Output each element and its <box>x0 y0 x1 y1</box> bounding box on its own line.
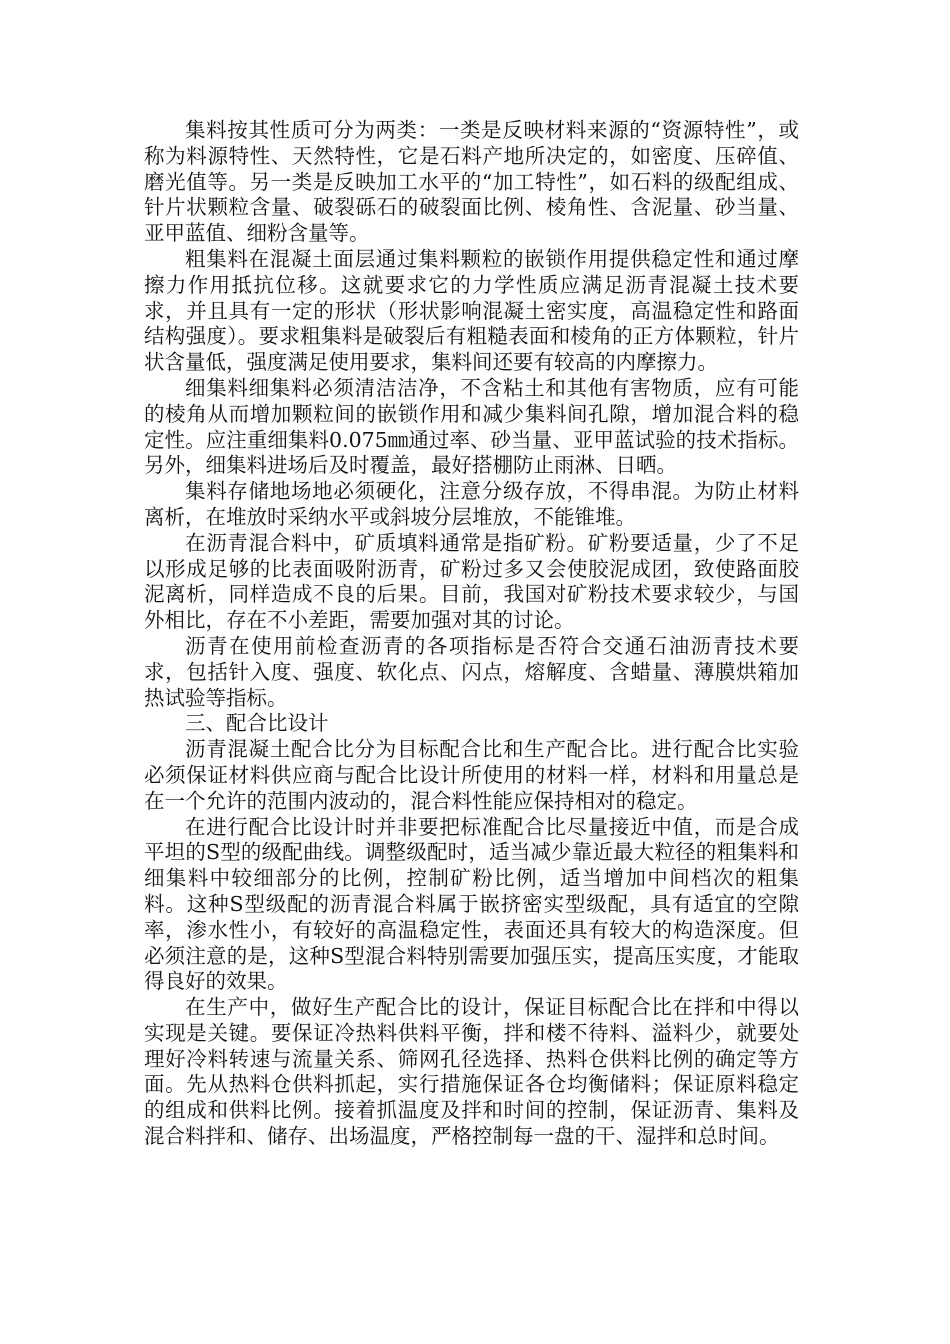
paragraph-mineral-filler: 在沥青混合料中，矿质填料通常是指矿粉。矿粉要适量，少了不足以形成足够的比表面吸附沥青，矿粉过多又会使胶泥成团，致使路面胶泥离析，同样造成不良的后果。目前，我国对矿粉技术要求较少，与国外相比，存在不小差距，需要加强对其的讨论。 <box>144 530 799 633</box>
paragraph-production-mix: 在生产中，做好生产配合比的设计，保证目标配合比在拌和中得以实现是关键。要保证冷热料供料平衡，拌和楼不待料、溢料少，就要处理好冷料转速与流量关系、筛网孔径选择、热料仓供料比例的确定等方面。先从热料仓供料抓起，实行措施保证各仓均衡储料；保证原料稳定的组成和供料比例。接着抓温度及拌和时间的控制，保证沥青、集料及混合料拌和、储存、出场温度，严格控制每一盘的干、湿拌和总时间。 <box>144 995 799 1149</box>
paragraph-mix-ratio-types: 沥青混凝土配合比分为目标配合比和生产配合比。进行配合比实验必须保证材料供应商与配合比设计所使用的材料一样，材料和用量总是在一个允许的范围内波动的，混合料性能应保持相对的稳定。 <box>144 737 799 813</box>
paragraph-aggregate-properties: 集料按其性质可分为两类：一类是反映材料来源的“资源特性”，或称为料源特性、天然特性，它是石料产地所决定的，如密度、压碎值、磨光值等。另一类是反映加工水平的“加工特性”，如石料的级配组成、针片状颗粒含量、破裂砾石的破裂面比例、棱角性、含泥量、砂当量、亚甲蓝值、细粉含量等。 <box>144 118 799 246</box>
section-heading-mix-design: 三、配合比设计 <box>185 711 329 736</box>
paragraph-aggregate-storage: 集料存储地场地必须硬化，注意分级存放，不得串混。为防止材料离析，在堆放时采纳水平或斜坡分层堆放，不能锥堆。 <box>144 479 799 529</box>
paragraph-asphalt-inspection: 沥青在使用前检查沥青的各项指标是否符合交通石油沥青技术要求，包括针入度、强度、软化点、闪点，熔解度、含蜡量、薄膜烘箱加热试验等指标。 <box>144 633 799 710</box>
document-body <box>144 118 799 1150</box>
paragraph-fine-aggregate: 细集料细集料必须清洁洁净，不含粘土和其他有害物质，应有可能的棱角从而增加颗粒间的嵌锁作用和减少集料间孔隙，增加混合料的稳定性。应注重细集料0.075㎜通过率、砂当量、亚甲蓝试验的技术指标。另外，细集料进场后及时覆盖，最好搭棚防止雨淋、日晒。 <box>144 375 799 478</box>
paragraph-s-type-gradation: 在进行配合比设计时并非要把标准配合比尽量接近中值，而是合成平坦的S型的级配曲线。调整级配时，适当减少靠近最大粒径的粗集料和细集料中较细部分的比例，控制矿粉比例，适当增加中间档次的粗集料。这种S型级配的沥青混合料属于嵌挤密实型级配，具有适宜的空隙率，渗水性小，有较好的高温稳定性，表面还具有较大的构造深度。但必须注意的是，这种S型混合料特别需要加强压实，提高压实度，才能取得良好的效果。 <box>144 814 799 994</box>
paragraph-coarse-aggregate: 粗集料在混凝土面层通过集料颗粒的嵌锁作用提供稳定性和通过摩擦力作用抵抗位移。这就要求它的力学性质应满足沥青混凝土技术要求，并且具有一定的形状（形状影响混凝土密实度，高温稳定性和路面结构强度）。要求粗集料是破裂后有粗糙表面和棱角的正方体颗粒，针片状含量低，强度满足使用要求，集料间还要有较高的内摩擦力。 <box>144 246 799 375</box>
